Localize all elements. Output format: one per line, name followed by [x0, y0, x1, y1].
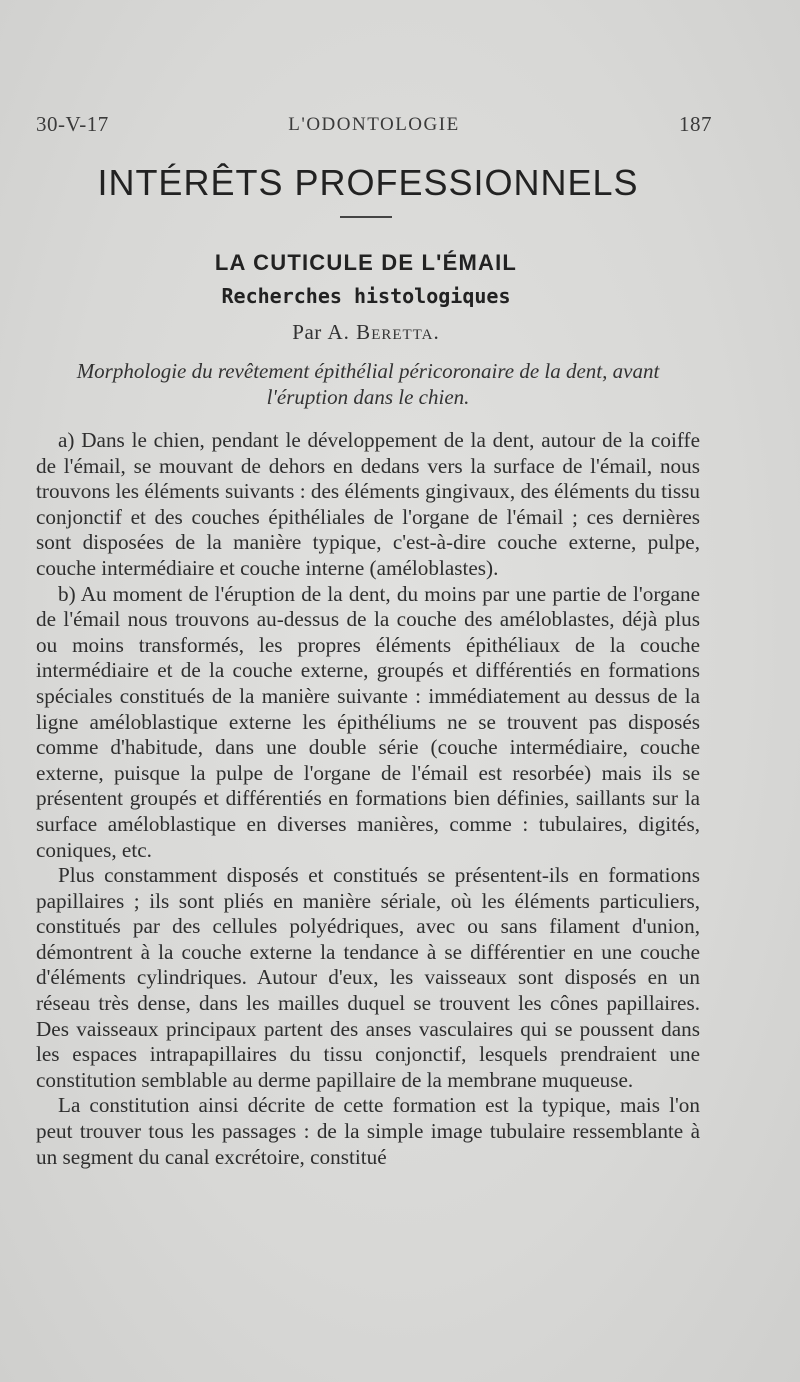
author-name: A. Beretta. [327, 320, 440, 344]
paragraph: a) Dans le chien, pendant le développement de la dent, autour de la coiffe de l'émail, se mouvant de dehors en dedans vers la surface de l'émail, nous trouvons les éléments suivants : des éléments gingivaux, des éléments du tissu conjonctif et des couches épithéliales de l'organe de l'émail ; ces dernières sont disposées de la manière typique, c'est-à-dire couche externe, pulpe, couche intermédiaire et couche interne (améloblastes). [36, 428, 700, 580]
article-title: LA CUTICULE DE L'ÉMAIL [214, 250, 518, 275]
section-heading: Morphologie du revêtement épithélial péricoronaire de la dent, avant l'éruption dans le chien. [76, 359, 660, 409]
section-title: INTÉRÊTS PROFESSIONNELS [97, 162, 639, 203]
running-header [36, 112, 712, 142]
paragraph: La constitution ainsi décrite de cette formation est la typique, mais l'on peut trouver tous les passages : de la simple image tubulaire ressemblante à un segment du canal excrétoire, constitué [36, 1093, 700, 1169]
article-subtitle: Recherches histologiques [221, 284, 511, 308]
page-number: 187 [679, 112, 712, 136]
paragraph: b) Au moment de l'éruption de la dent, du moins par une partie de l'organe de l'émail nous trouvons au-dessus de la couche des améloblastes, déjà plus ou moins transformés, les propres éléments épithéliaux de la couche intermédiaire et de la couche externe, groupés et différentiés en formations spéciales constitués de la manière suivante : immédiatement au dessus de la ligne améloblastique externe les épithéliums ne se trouvent pas disposés comme d'habitude, dans une double série (couche intermédiaire, couche externe, puisque la pulpe de l'organe de l'émail est resorbée) mais ils se présentent groupés et différentiés en formations bien définies, saillants sur la surface améloblastique en diverses manières, comme : tubulaires, digités, coniques, etc. [36, 581, 700, 862]
journal-name: L'ODONTOLOGIE [288, 114, 460, 135]
paragraph: Plus constamment disposés et constitués se présentent-ils en formations papillaires ; ils sont pliés en manière sériale, où les éléments particuliers, constitués par des cellules polyédriques, avec ou sans filament d'union, démontrent à la couche externe la tendance à se différentier en une couche d'éléments cylindriques. Autour d'eux, les vaisseaux sont disposés en un réseau très dense, dans les mailles duquel se trouvent les cônes papillaires. Des vaisseaux principaux partent des anses vasculaires qui se poussent dans les espaces intrapapillaires du tissu conjonctif, lesquels prendraient une constitution semblable au derme papillaire de la membrane muqueuse. [36, 863, 700, 1092]
author-line [0, 320, 732, 345]
author-prefix: Par [292, 320, 322, 344]
article-body [36, 428, 700, 1170]
title-divider [340, 216, 392, 218]
header-date: 30-V-17 [36, 112, 109, 136]
